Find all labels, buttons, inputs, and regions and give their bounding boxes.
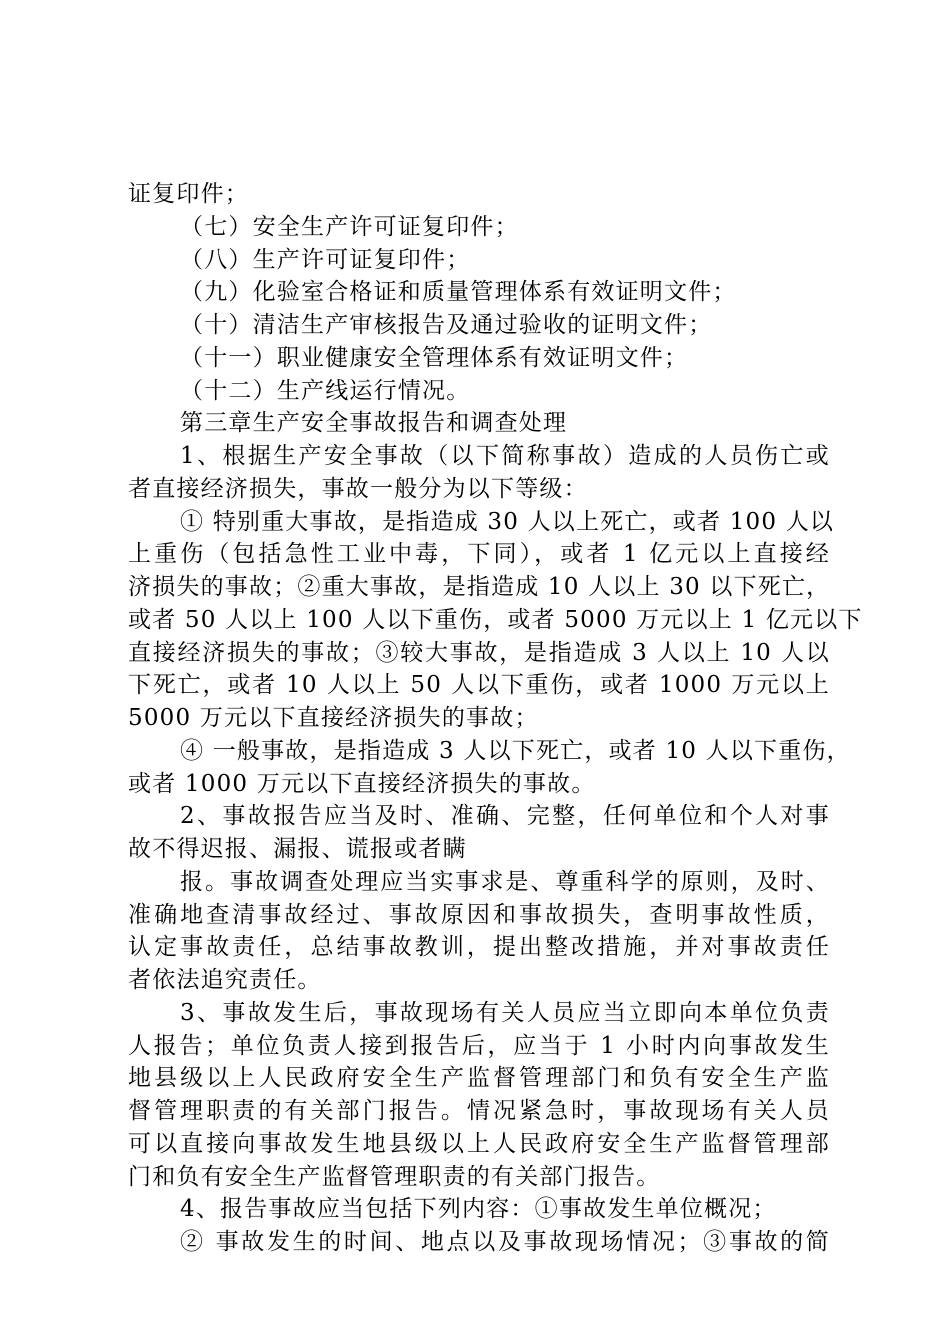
- text-line: 者依法追究责任。: [128, 967, 322, 993]
- text-line: 门和负有安全生产监督管理职责的有关部门报告。: [128, 1163, 661, 1190]
- text-line: ② 事故发生的时间、地点以及事故现场情况；③事故的简: [180, 1229, 830, 1255]
- text-line: （十二）生产线运行情况。: [180, 377, 471, 404]
- text-line: ④ 一般事故，是指造成 3 人以下死亡，或者 10 人以下重伤，: [180, 737, 851, 764]
- text-line: 或者 1000 万元以下直接经济损失的事故。: [128, 770, 596, 797]
- text-line: 第三章生产安全事故报告和调查处理: [180, 410, 568, 437]
- text-line: 或者 50 人以上 100 人以下重伤，或者 5000 万元以上 1 亿元以下: [128, 606, 863, 633]
- text-line: 3、事故发生后，事故现场有关人员应当立即向本单位负责: [180, 999, 830, 1026]
- text-line: 督管理职责的有关部门报告。情况紧急时，事故现场有关人员: [128, 1098, 830, 1124]
- text-line: 2、事故报告应当及时、准确、完整，任何单位和个人对事: [180, 803, 830, 830]
- text-line: （十）清洁生产审核报告及通过验收的证明文件；: [180, 312, 713, 338]
- text-line: 5000 万元以下直接经济损失的事故；: [128, 705, 539, 731]
- text-line: 上重伤（包括急性工业中毒，下同），或者 1 亿元以上直接经: [128, 541, 830, 568]
- text-line: ① 特别重大事故，是指造成 30 人以上死亡，或者 100 人以: [180, 508, 835, 535]
- text-line: 者直接经济损失，事故一般分为以下等级：: [128, 475, 588, 502]
- text-line: 人报告；单位负责人接到报告后，应当于 1 小时内向事故发生: [128, 1032, 830, 1059]
- text-line: 证复印件；: [128, 181, 249, 207]
- text-line: （九）化验室合格证和质量管理体系有效证明文件；: [180, 279, 737, 306]
- text-line: 直接经济损失的事故；③较大事故，是指造成 3 人以上 10 人以: [128, 639, 830, 666]
- text-line: 准确地查清事故经过、事故原因和事故损失，查明事故性质，: [128, 901, 830, 928]
- text-line: 地县级以上人民政府安全生产监督管理部门和负有安全生产监: [128, 1065, 830, 1092]
- text-line: 故不得迟报、漏报、谎报或者瞒: [128, 836, 467, 862]
- text-line: （七）安全生产许可证复印件；: [180, 213, 519, 240]
- text-line: 4、报告事故应当包括下列内容：①事故发生单位概况；: [180, 1196, 777, 1223]
- text-line: 报。事故调查处理应当实事求是、尊重科学的原则，及时、: [180, 868, 830, 895]
- text-line: 可以直接向事故发生地县级以上人民政府安全生产监督管理部: [128, 1130, 830, 1157]
- text-line: 济损失的事故；②重大事故，是指造成 10 人以上 30 以下死亡，: [128, 574, 831, 600]
- text-line: （十一）职业健康安全管理体系有效证明文件；: [180, 344, 689, 371]
- text-line: 下死亡，或者 10 人以上 50 人以下重伤，或者 1000 万元以上: [128, 672, 830, 699]
- text-line: 1、根据生产安全事故（以下简称事故）造成的人员伤亡或: [180, 443, 830, 469]
- text-line: 认定事故责任，总结事故教训，提出整改措施，并对事故责任: [128, 934, 830, 961]
- text-line: （八）生产许可证复印件；: [180, 246, 471, 273]
